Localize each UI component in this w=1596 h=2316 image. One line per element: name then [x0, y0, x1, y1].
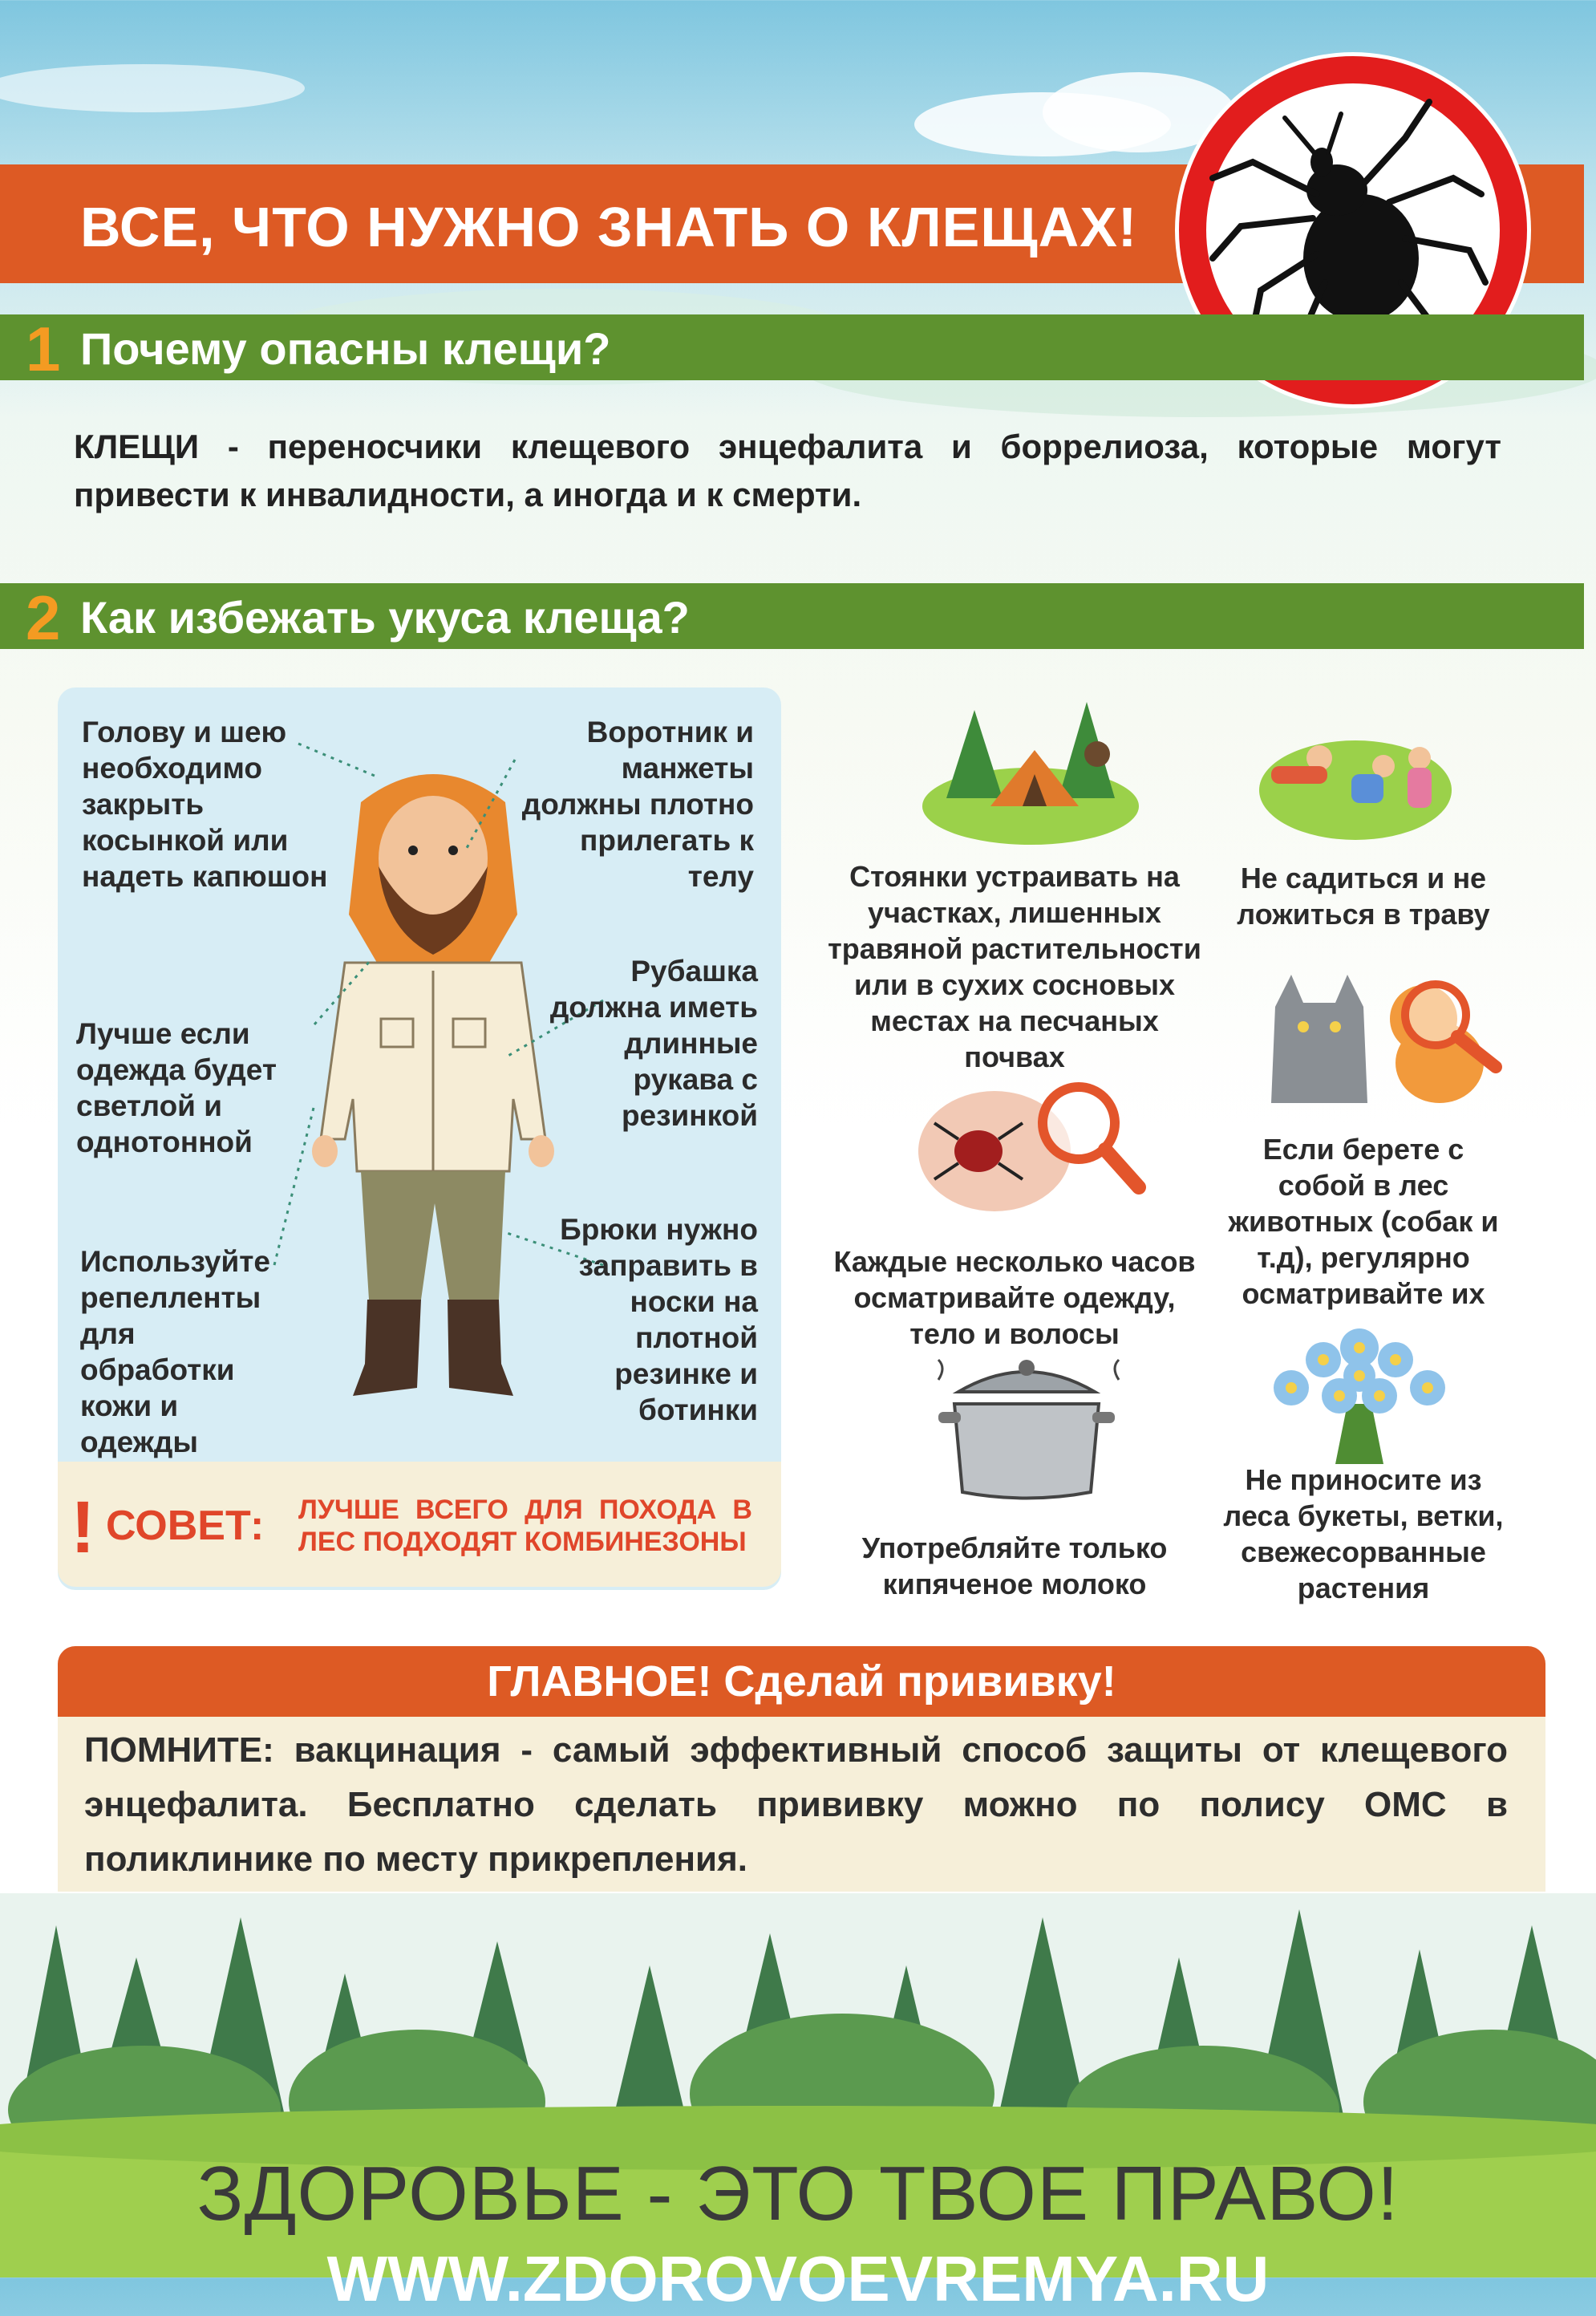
advice-animals: Если берете с собой в лес животных (собак и т.д), регулярно осматривайте их [1228, 1133, 1499, 1310]
flower-bouquet-icon [1259, 1324, 1460, 1464]
page-title: ВСЕ, ЧТО НУЖНО ЗНАТЬ О КЛЕЩАХ! [80, 196, 1138, 258]
boiling-pot-icon [922, 1356, 1131, 1508]
advice-grass: Не садиться и не ложиться в траву [1237, 862, 1490, 931]
main-text: ПОМНИТЕ: вакцинация - самый эффективный способ защиты от клещевого энцефалита. Бесплатно сделать прививку можно по полису ОМС в поликлинике по месту прикрепления. [84, 1730, 1508, 1879]
website-url[interactable]: WWW.ZDOROVOEVREMYA.RU [326, 2243, 1270, 2314]
section-1-text: КЛЕЩИ - переносчики клещевого энцефалита и боррелиоза, которые могут привести к инвалидности, а иногда и к смерти. [74, 428, 1501, 513]
tip-label: СОВЕТ: [106, 1503, 265, 1549]
cat-dog-icon [1255, 959, 1512, 1111]
tip-text: ЛУЧШЕ ВСЕГО ДЛЯ ПОХОДА В ЛЕС ПОДХОДЯТ КОМБИНЕЗОНЫ [298, 1495, 752, 1557]
section-2-heading: Как избежать укуса клеща? [80, 592, 690, 643]
section-1-band [0, 314, 1584, 384]
advice-camp: Стоянки устраивать на участках, лишенных травяной растительности или в сухих сосновых местах на песчаных почвах [828, 860, 1201, 1073]
advice-milk: Употребляйте только кипяченое молоко [861, 1531, 1168, 1600]
advice-check: Каждые несколько часов осматривайте одежду, тело и волосы [833, 1245, 1196, 1350]
label-shirt: Рубашка должна иметь длинные рукава с резинкой [549, 955, 758, 1132]
section-1-heading: Почему опасны клещи? [80, 323, 611, 374]
camp-icon [914, 678, 1147, 846]
advice-flowers: Не приносите из леса букеты, ветки, свежесорванные растения [1223, 1463, 1504, 1604]
label-repellent: Используйте репелленты для обработки кожи и одежды [80, 1245, 270, 1458]
label-head: Голову и шею необходимо закрыть косынкой или надеть капюшон [82, 716, 328, 893]
section-1-number: 1 [26, 314, 61, 384]
label-trousers: Брюки нужно заправить в носки на плотной резинке и ботинки [560, 1213, 758, 1426]
section-2-band [0, 582, 1584, 653]
main-heading: ГЛАВНОЕ! Сделай прививку! [58, 1646, 1545, 1717]
magnifier-tick-icon [914, 1075, 1147, 1219]
slogan: ЗДОРОВЬЕ - ЭТО ТВОЕ ПРАВО! [196, 2151, 1400, 2237]
label-collar: Воротник и манжеты должны плотно прилегать к телу [521, 716, 754, 893]
grass-people-icon [1255, 710, 1456, 846]
section-2-number: 2 [26, 582, 61, 653]
label-light-clothes: Лучше если одежда будет светлой и однотонной [76, 1017, 277, 1158]
tip-exclamation: ! [71, 1487, 95, 1568]
